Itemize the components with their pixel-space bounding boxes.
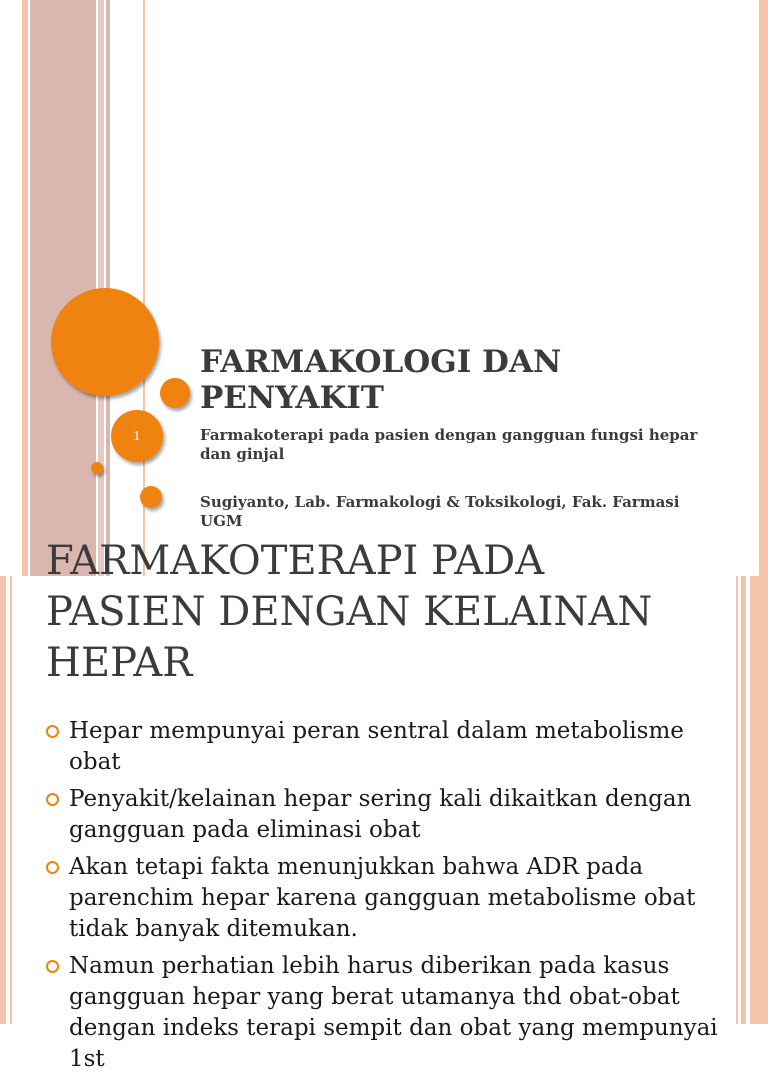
stripe-decoration xyxy=(736,576,738,1024)
bullet-circle-icon xyxy=(46,793,59,806)
large-circle-decoration xyxy=(51,288,159,396)
stripe-decoration xyxy=(22,0,28,576)
title-line: HEPAR xyxy=(46,640,193,686)
bullet-list xyxy=(46,716,726,1081)
small-circle-decoration xyxy=(140,486,162,508)
list-item xyxy=(46,951,726,1075)
slide-title xyxy=(200,344,720,416)
bullet-circle-icon xyxy=(46,861,59,874)
stripe-decoration xyxy=(0,576,6,1024)
stripe-decoration xyxy=(741,576,746,1024)
stripe-decoration xyxy=(10,576,12,1024)
title-line: PASIEN DENGAN KELAINAN xyxy=(46,589,653,635)
author-line: Sugiyanto, Lab. Farmakologi & Toksikologi, Fak. Farmasi UGM xyxy=(200,493,680,530)
bullet-circle-icon xyxy=(46,725,59,738)
small-circle-decoration xyxy=(160,378,190,408)
bullet-text: Penyakit/kelainan hepar sering kali dikaitkan dengan gangguan pada eliminasi obat xyxy=(69,786,692,843)
list-item xyxy=(46,716,726,778)
list-item xyxy=(46,784,726,846)
slide-title xyxy=(46,536,726,689)
bullet-text: Namun perhatian lebih harus diberikan pada kasus gangguan hepar yang berat utamanya thd obat-obat dengan indeks terapi sempit dan obat yang mempunyai 1st xyxy=(69,953,718,1072)
list-item xyxy=(46,852,726,945)
title-line: FARMAKOLOGI DAN xyxy=(200,344,562,380)
stripe-decoration xyxy=(30,0,96,576)
title-line: FARMAKOTERAPI PADA xyxy=(46,538,545,584)
title-line: PENYAKIT xyxy=(200,380,384,416)
bullet-text: Akan tetapi fakta menunjukkan bahwa ADR pada parenchim hepar karena gangguan metabolisme obat tidak banyak ditemukan. xyxy=(69,854,696,942)
tiny-circle-decoration xyxy=(91,462,103,474)
bullet-circle-icon xyxy=(46,960,59,973)
stripe-decoration xyxy=(750,576,768,1024)
stripe-decoration xyxy=(759,0,768,576)
content-slide xyxy=(0,538,768,1072)
slide-number: 1 xyxy=(133,429,141,443)
bullet-text: Hepar mempunyai peran sentral dalam metabolisme obat xyxy=(69,718,684,775)
slide-subtitle: Farmakoterapi pada pasien dengan gangguan fungsi hepar dan ginjal xyxy=(200,426,698,463)
